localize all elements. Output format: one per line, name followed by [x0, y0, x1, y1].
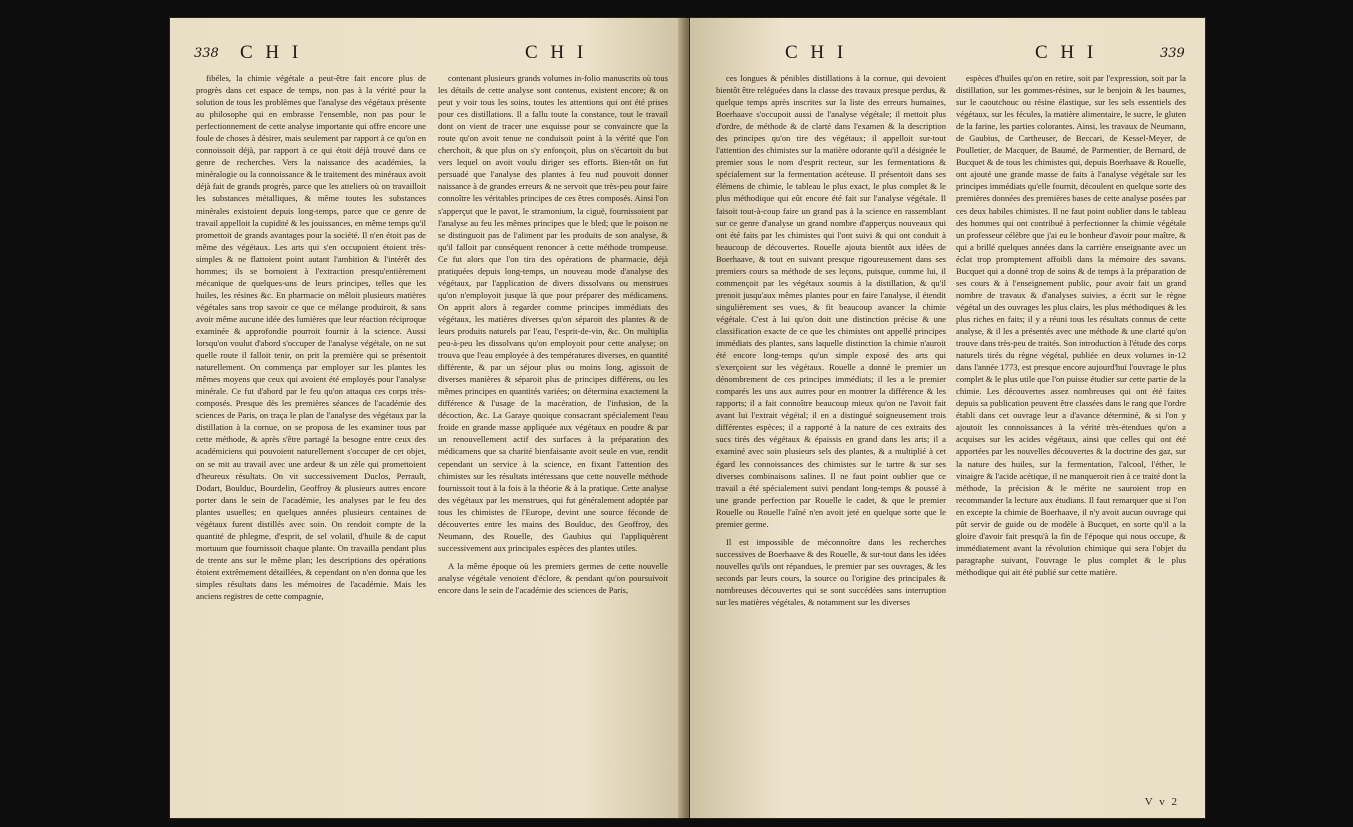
- left-page-header: [170, 42, 685, 68]
- paragraph: fibéles, la chimie végétale a peut-être fait encore plus de progrès dans cet espace de temps, non pas à la vérité pour la solution de tous les problèmes que l'analyse des végétaux présente au philosophe qui en embrasse l'ensemble, non pas pour le perfectionnement de cette analyse importante qui offre encore une foule de choses à désirer, mais seulement par rapport à ce qu'on en connoissoit déjà, par rapport à ce qui étoit déjà trouvé dans ce genre de recherches. Vers la naissance des académies, la minéralogie ou la connoissance & le traitement des minéraux avoit déjà fait de grands progrès, parce que les atteliers où on travailloit les substances métalliques, & même toutes les substances minérales existoient depuis long-temps, parce que ce genre de travail appelloit la cupidité & les jouissances, en même temps qu'il promettoit de grands avantages pour la société. Il n'en étoit pas de même des végétaux. Les arts qui s'en occupoient étoient très-simples & ne flattoient point autant l'ambition & l'intérêt des hommes; ils se bornoient à l'extraction presqu'entièrement mécanique de quelques-uns de leurs principes, telles que les huiles, les résines &c. En pharmacie on mêloit plusieurs matières végétales sans trop savoir ce que ce mélange produiroit, & sans avoir même aucune idée des lumières que leur réaction réciproque examinée & approfondie pourroit fournir à la science. Aussi lorsqu'on voulut d'abord s'occuper de l'analyse végétale, on ne sut quelle route il falloit tenir, on prit la première qui se présentoit naturellement. On commença par employer sur les plantes les mêmes moyens que ceux qui avoient été employés pour l'analyse minérale. Ce fut d'abord par le feu qu'on attaqua ces corps très-composés. Presque dès les premières séances de l'académie des sciences de Paris, on traça le plan de l'analyse des végétaux par la distillation à la cornue, on se proposa de les examiner tous par cette méthode, & après s'être partagé la besogne entre ceux des académiciens qui pouvoient naturellement s'occuper de cet objet, on se mit au travail avec une ardeur & un zèle qui promettoient d'heureux résultats. On vit successivement Duclos, Perrault, Dodart, Boulduc, Bourdelin, Geoffroy & plusieurs autres encore porter dans le sein de l'académie, les analyses par le feu des plantes usuelles; en quelques années plusieurs centaines de végétaux furent distillés avec soin. On rendoit compte de la quantité de phlegme, d'esprit, de sel volatil, d'huile & de caput mortuum que fournissoit chaque plante. On travailla pendant plus de trente ans sur le même plan; les descriptions des opérations étoient extrêmement détaillées, & cependant on n'en donna que les simples résultats dans les mémoires de l'académie. Mais les anciens registres de cette compagnie,: [196, 73, 426, 602]
- running-head: C H I: [525, 42, 588, 63]
- running-head: C H I: [240, 42, 303, 63]
- open-book: [170, 18, 1205, 818]
- paragraph: A la même époque où les premiers germes de cette nouvelle analyse végétale venoient d'éclore, & pendant qu'on poursuivoit encore dans le sein de l'académie des sciences de Paris,: [438, 560, 668, 595]
- paragraph: contenant plusieurs grands volumes in-folio manuscrits où tous les détails de cette analyse sont contenus, existent encore; & on peut y voir tous les soins, toutes les attentions qui ont été prises pour ces distillations. Il a fallu toute la constance, tout le travail dont on vient de tracer une esquisse pour se convaincre que la route qu'on avoit tenue ne conduisoit point à la vérité que l'on cherchoit, & que plus on s'y enfonçoit, plus on s'écartoit du but vers lequel on avoit voulu diriger ses efforts. Bien-tôt on fut persuadé que l'analyse des plantes à feu nud pouvoit donner naissance à de grandes erreurs & ne servoit que très-peu pour faire connoître les véritables principes de ces êtres composés. Ainsi l'on s'apperçut que le pavot, le stramonium, la ciguë, fournissoient par l'analyse au feu les mêmes principes que le bled; que le poison ne se distinguoit pas de l'aliment par les produits de son analyse, & qu'il falloit par conséquent renoncer à cette méthode trompeuse. Ce fut alors que l'on tira des opérations de pharmacie, déjà pratiquées depuis long-temps, un nouveau mode d'analyse des végétaux, par l'application de divers dissolvans ou menstrues qu'on n'employoit jusque là que pour préparer des médicamens. On apprit alors à regarder comme principes immédiats des végétaux, les matières diverses qu'on séparoit des plantes & de leurs produits naturels par l'eau, l'esprit-de-vin, &c. On multiplia peu-à-peu les dissolvans qu'on employoit pour cette analyse; on trouva que l'eau employée à des températures diverses, en quantité différente, & par un séjour plus ou moins long, agissoit de diverses manières & séparoit plus de principes différens, ou les mêmes principes en quantités variées; on détermina exactement la différence & l'usage de la macération, de l'infusion, de la décoction, &c. La Garaye quoique consacrant spécialement l'eau froide en grande masse appliquée aux végétaux en poudre & par un renouvellement actif des surfaces à la préparation des médicamens que sa charité bienfaisante avoit seule en vue, rendit cependant un service à la science, en fixant l'attention des chimistes sur les résultats intéressans que cette nouvelle méthode fournissoit tout à la fois à la théorie & à la pratique. Cette analyse des végétaux par les menstrues, qui fut généralement adoptée par tous les chimistes de l'Europe, devint une source féconde de découvertes entre les mains des Boulduc, des Geoffroy, des Neumann, des Rouelle, des Gaubius qui l'appliquèrent successivement aux principales espèces des plantes utiles.: [438, 73, 668, 553]
- page-number: 339: [1160, 46, 1185, 61]
- left-page-column-1: [196, 72, 426, 602]
- left-page-column-2: [438, 72, 668, 596]
- running-head: C H I: [785, 42, 848, 63]
- right-page-column-1: [716, 72, 946, 608]
- page-number: 338: [194, 46, 219, 61]
- right-page: [690, 18, 1205, 818]
- running-head: C H I: [1035, 42, 1098, 63]
- right-page-header: [690, 42, 1205, 68]
- right-page-column-2: [956, 72, 1186, 578]
- paragraph: espèces d'huiles qu'on en retire, soit par l'expression, soit par la distillation, sur les gommes-résines, sur le benjoin & les baumes, sur le caoutchouc ou résine élastique, sur les sels essentiels des végétaux, sur les fécules, la matière alimentaire, le sucre, le gluten de la farine, les parties colorantes. Ainsi, les travaux de Neumann, de Gaubius, de Cartheuser, de Beccari, de Kessel-Meyer, de Poulletier, de Macquer, de Baumé, de Parmentier, de Bernard, de Bucquet & de tous les chimistes qui, depuis Boerhaave & Rouelle, ont ajouté une grande masse de faits à l'analyse végétale sur les principes immédiats qu'elle fournit, découlent en quelque sorte des premières données des premières bases de cette analyse posées par ces deux habiles chimistes. Il ne faut point oublier dans le tableau des hommes qui ont contribué à perfectionner la chimie végétale un professeur célèbre que j'ai eu le bonheur d'avoir pour maître, & qui a brillé quelques années dans la carrière enseignante avec un éclat trop promptement affoibli dans la mémoire des savans. Bucquet qui a donné trop de soins & de temps à la préparation de ses cours & à l'enseignement public, pour avoir fait un grand nombre de travaux & d'analyses suivies, a écrit sur le règne végétal un des ouvrages les plus clairs, les plus méthodiques & les plus riches en faits; il y a réuni tous les résultats connus de cette analyse, & il les a présentés avec une méthode & une clarté qu'on trouve dans très-peu de traités. Son introduction à l'étude des corps naturels tirés du règne végétal, publiée en deux volumes in-12 dans l'année 1773, est presque encore aujourd'hui l'ouvrage le plus complet & le plus utile que l'on puisse étudier sur cette partie de la chimie. Les découvertes assez nombreuses qui ont été faites depuis sa publication peuvent être classées dans le rang que l'ordre établi dans cet ouvrage leur a d'avance déterminé, & si l'on y ajoutoit les connoissances à la vérité très-étendues qu'on a acquises sur les acides végétaux, ainsi que celles qui ont été apportées par les nouvelles découvertes & la doctrine des gaz, sur la nature des huiles, sur la fermentation, l'alcool, l'éther, le vinaigre & l'acide acétique, il ne manqueroit rien à ce traité dont la méthode, la précision & le mérite ne sauroient trop en recommander la lecture aux étudians. Il faut remarquer que si l'on en excepte la chimie de Boerhaave, il n'y avoit aucun ouvrage qui pût servir de guide ou de modèle à Bucquet, en sorte qu'il a la gloire d'avoir fait presqu'à la fin de l'époque qui nous occupe, & immédiatement avant la révolution chimique qui sera l'objet du paragraphe suivant, l'ouvrage le plus complet & le plus méthodique qui ait été publié sur cette matière.: [956, 73, 1186, 577]
- paragraph: Il est impossible de méconnoître dans les recherches successives de Boerhaave & des Rouelle, & sur-tout dans les idées nouvelles qu'ils ont répandues, le premier par ses ouvrages, & les seconds par leurs cours, la source ou l'origine des principales & nombreuses découvertes qui se sont succédées sans interruption sur les matières végétales, & notamment sur les diverses: [716, 536, 946, 608]
- signature-mark: V v 2: [1144, 796, 1179, 808]
- paragraph: ces longues & pénibles distillations à la cornue, qui devoient bientôt être reléguées dans la classe des travaux presque perdus, & quelque temps après inscrites sur la liste des erreurs humaines, Boerhaave s'occupoit aussi de l'analyse végétale; il mettoit plus d'ordre, de méthode & de clarté dans l'examen & la description des principes qu'on tire des végétaux; il appelloit sur-tout l'attention des chimistes sur la matière odorante qu'il a désignée le premier sous le nom d'esprit recteur, sur les fermentations & spécialement sur la fermentation acéteuse. Il présentoit dans ses élémens de chimie, le tableau le plus exact, le plus complet & le plus méthodique qui eût encore été fait sur l'analyse végétale. Il faisoit tout-à-coup faire un grand pas à la science en rassemblant sur ce genre d'analyse un grand nombre d'apperçus nouveaux qui ont été faits par les chimistes qui l'ont suivi & qui ont conduit à beaucoup de découvertes. Rouelle ajouta bientôt aux idées de Boerhaave, & tout en suivant presque rigoureusement dans ses premiers cours sa méthode de ses leçons, puisque, comme lui, il commençoit par les végétaux soumis à la distillation, & qu'il prenoit jusqu'aux mêmes plantes pour en faire l'analyse, il étendit singulièrement ses vues, & fit beaucoup avancer la chimie végétale. C'est à lui qu'on doit une distinction précise & une classification exacte de ce que les chimistes ont appellé principes immédiats des plantes, sans laquelle distinction la chimie n'auroit été encore long-temps qu'un simple exposé des arts qui s'exerçoient sur les végétaux. Rouelle a donné le premier un dénombrement de ces principes immédiats; il les a le premier comparés les uns aux autres pour en montrer la différence & les rapports; il a fait connoître beaucoup mieux qu'on ne l'avoit fait avant lui l'extrait végétal; il en a distingué soigneusement trois différentes espèces; il a rapporté à la nature de ces extraits des sucs tirés des végétaux & épaissis en grand dans les arts; il a examiné avec soin plusieurs sels des plantes, & a multiplié à cet égard les connoissances des chimistes sur le tartre & sur ses diverses combinaisons salines. Il ne faut point oublier que ce travail a été spécialement suivi pendant long-temps & poussé à une grande perfection par Rouelle le cadet, & que le premier Rouelle ou Rouelle l'aîné n'en avoit jeté en quelque sorte que le premier germe.: [716, 73, 946, 529]
- left-page: [170, 18, 685, 818]
